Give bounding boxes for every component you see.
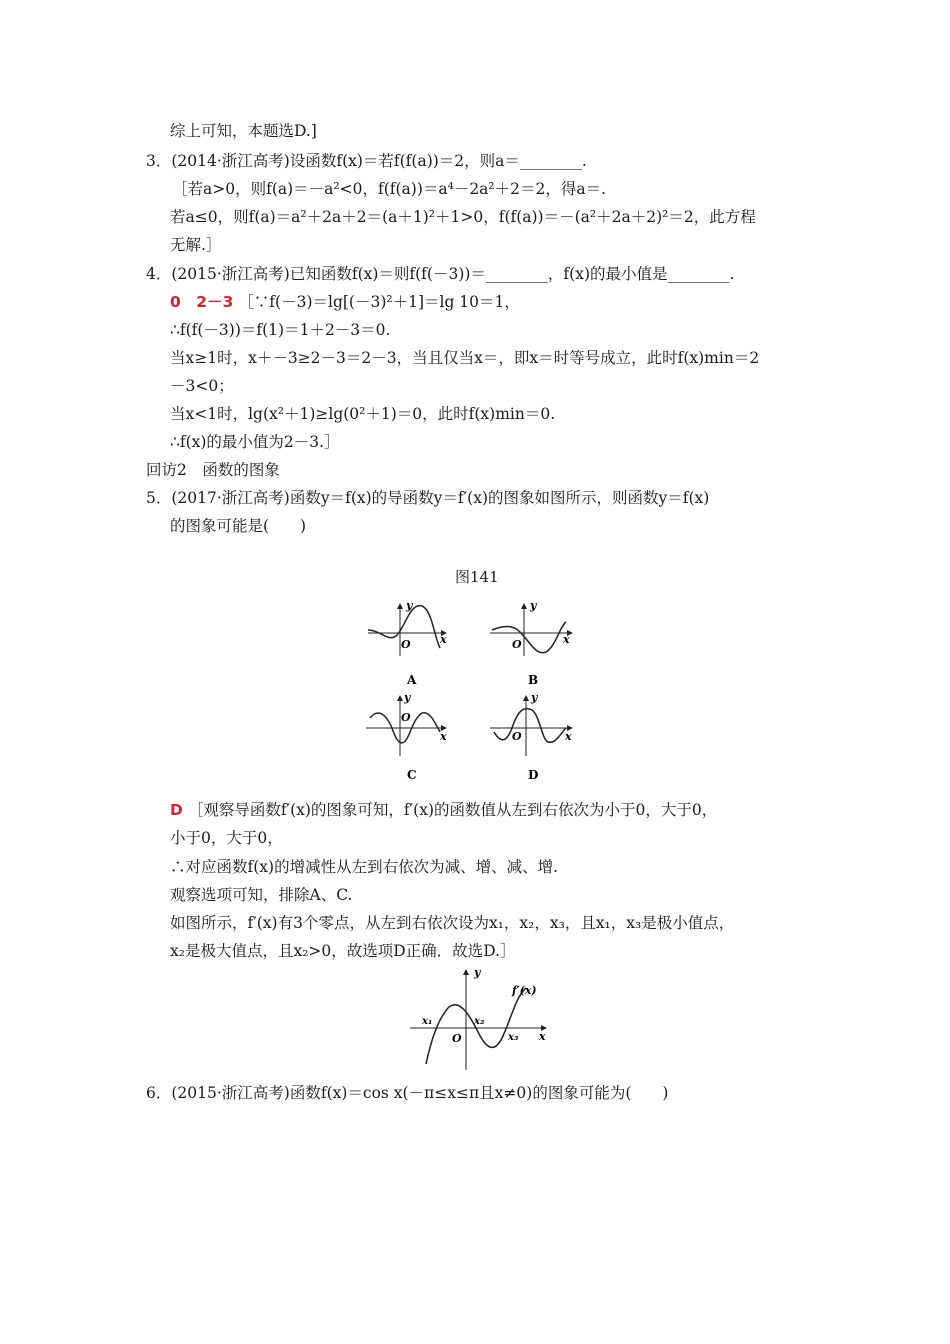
figure-caption: 图141 [455,568,499,586]
solution-4-line2: ∴f(f(－3))＝f(1)＝1＋2－3＝0. [170,321,391,339]
option-b-graph [490,599,572,687]
solution-3-line1: ［若a>0，则f(a)＝－a²<0，f(f(a))＝a⁴－2a²＋2＝2，得a＝. [172,180,607,198]
solution-3-line3: 无解.］ [170,236,222,254]
answer-4: 0 2－3 [170,293,234,311]
svg-text:x₃: x₃ [508,1032,519,1043]
svg-text:y: y [530,599,537,612]
solution-5-line2: 小于0，大于0， [170,829,283,847]
question-5-line2: 的图象可能是( ) [170,517,307,535]
svg-text:x: x [539,1030,546,1043]
svg-text:O: O [512,730,522,743]
svg-text:O: O [512,638,522,651]
derivative-figure [0,966,950,1076]
option-a-graph [368,599,447,687]
option-c-graph [366,691,447,782]
option-d-label: D [528,768,539,782]
solution-5-line6: x₂是极大值点，且x₂>0，故选项D正确．故选D.］ [170,942,516,960]
line-1: 综上可知，本题选D.] [170,122,317,140]
question-6: 6．(2015·浙江高考)函数f(x)＝cos x(－π≤x≤π且x≠0)的图象可能为( ) [146,1084,669,1102]
svg-text:y: y [406,599,413,612]
answer-5: D [170,801,183,819]
solution-5-line5: 如图所示，f′(x)有3个零点，从左到右依次设为x₁，x₂，x₃，且x₁，x₃是极小值点， [170,914,735,932]
section-heading: 回访2 函数的图象 [146,461,280,479]
option-c-label: C [407,768,417,782]
solution-4-line5: 当x<1时，lg(x²＋1)≥lg(0²＋1)＝0，此时f(x)min＝0. [170,405,556,423]
question-4: 4．(2015·浙江高考)已知函数f(x)＝则f(f(－3))＝________，f(x)的最小值是________. [146,265,735,283]
svg-text:O: O [401,711,411,724]
solution-5-line3: ∴对应函数f(x)的增减性从左到右依次为减、增、减、增. [170,858,559,876]
svg-text:x: x [440,633,447,646]
svg-text:x: x [565,730,572,743]
solution-4-line3: 当x≥1时，x＋－3≥2－3＝2－3，当且仅当x＝，即x＝时等号成立，此时f(x)min＝2 [170,349,760,367]
solution-5-line4: 观察选项可知，排除A、C. [170,886,353,904]
svg-text:x₂: x₂ [474,1016,485,1027]
svg-text:O: O [452,1032,462,1045]
options-figure [0,596,950,796]
option-d-graph [490,691,572,782]
svg-text:f′(x): f′(x) [512,984,537,997]
svg-text:x: x [440,730,447,743]
option-b-label: B [528,673,539,687]
svg-text:y: y [531,691,538,704]
solution-4-line6: ∴f(x)的最小值为2－3.］ [170,433,340,451]
svg-text:x: x [563,633,570,646]
solution-3-line2: 若a≤0，则f(a)＝a²＋2a＋2＝(a＋1)²＋1>0，f(f(a))＝－(a²＋2a＋2)²＝2，此方程 [170,208,756,226]
solution-4-text: ［∵f(－3)＝lg[(－3)²＋1]＝lg 10＝1， [238,293,520,311]
question-3: 3．(2014·浙江高考)设函数f(x)＝若f(f(a))＝2，则a＝________. [146,152,587,170]
solution-5-line1 [170,799,717,821]
question-5-line1: 5．(2017·浙江高考)函数y＝f(x)的导函数y＝f′(x)的图象如图所示，则函数y＝f(x) [146,489,710,507]
solution-4-line4: －3<0； [170,377,234,395]
svg-text:O: O [401,638,411,651]
solution-5-text: ［观察导函数f′(x)的图象可知，f′(x)的函数值从左到右依次为小于0，大于0， [187,801,718,819]
svg-text:y: y [404,691,411,704]
svg-text:y: y [474,966,481,979]
solution-4-line1 [170,291,520,313]
svg-text:x₁: x₁ [422,1016,433,1027]
option-a-label: A [407,673,417,687]
